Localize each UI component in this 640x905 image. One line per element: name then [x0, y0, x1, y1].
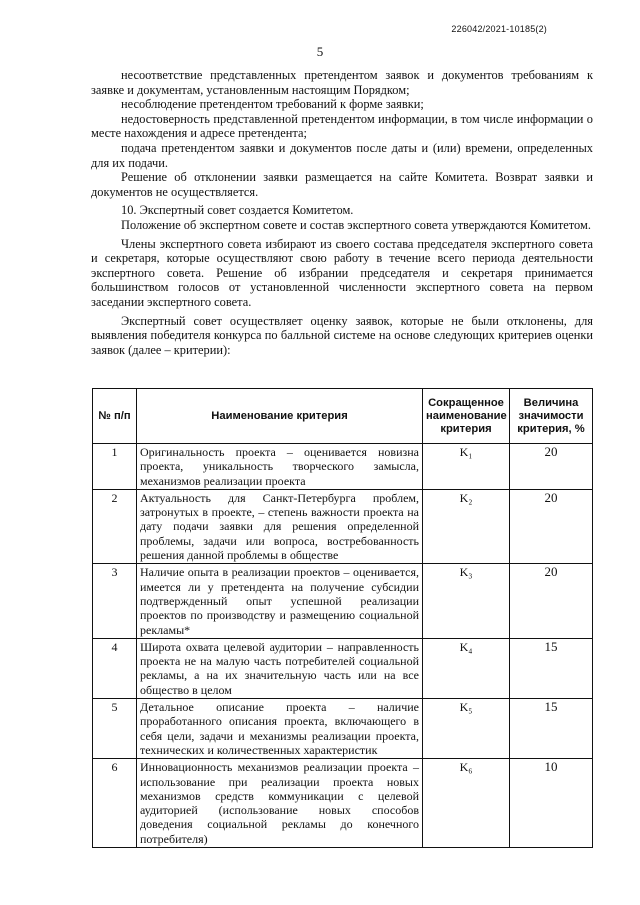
paragraph: подача претендентом заявки и документов после даты и (или) времени, определенных для их подачи.: [91, 140, 593, 170]
paragraph: Решение об отклонении заявки размещается на сайте Комитета. Возврат заявки и документов не осуществляется.: [91, 170, 593, 199]
row-num: 3: [93, 564, 137, 638]
row-name: Широта охвата целевой аудитории – направленность проекта не на малую часть потребителей социальной рекламы, а на их значительную часть или на все общество в целом: [137, 638, 423, 698]
row-weight: 15: [510, 638, 593, 698]
paragraph: 10. Экспертный совет создается Комитетом.: [121, 203, 354, 218]
row-num: 4: [93, 638, 137, 698]
row-weight: 15: [510, 699, 593, 759]
row-abbr: K₆: [423, 759, 510, 848]
header-num: № п/п: [93, 389, 137, 444]
row-weight: 20: [510, 489, 593, 563]
row-num: 6: [93, 759, 137, 848]
criteria-table: [92, 388, 593, 848]
row-name: Детальное описание проекта – наличие проработанного описания проекта, включающего в себя цели, задачи и механизмы реализации проекта, технических и количественных характеристик: [137, 699, 423, 759]
header-abbr: Сокращенное наименование критерия: [423, 389, 510, 444]
page-number: 5: [316, 44, 324, 59]
header-weight: Величина значимости критерия, %: [510, 389, 593, 444]
row-name: Актуальность для Санкт-Петербурга проблем, затронутых в проекте, – степень важности проекта на дату подачи заявки для решения определенной проблемы, задачи или вопроса, востребованность решения данной проблемы в обществе: [137, 489, 423, 563]
table-row: [93, 699, 593, 759]
paragraph: Экспертный совет осуществляет оценку заявок, которые не были отклонены, для выявления победителя конкурса по балльной системе на основе следующих критериев оценки заявок (далее – критерии):: [91, 313, 593, 357]
row-name: Оригинальность проекта – оценивается новизна проекта, уникальность творческого замысла, механизмов реализации проекта: [137, 444, 423, 490]
paragraph: Положение об экспертном совете и состав экспертного совета утверждаются Комитетом.: [121, 217, 591, 232]
table-row: [93, 564, 593, 638]
paragraph: несоответствие представленных претендентом заявок и документов требованиям к заявке и документам, установленным настоящим Порядком;: [91, 68, 593, 97]
row-num: 5: [93, 699, 137, 759]
paragraph: Члены экспертного совета избирают из своего состава председателя экспертного совета и секретаря, которые осуществляют свою работу в течение всего периода деятельности экспертного совета. Решение об избрании председателя и секретаря принимается большинством голосов от установленной численности экспертного совета на первом заседании экспертного совета.: [91, 236, 593, 309]
row-name: Наличие опыта в реализации проектов – оценивается, имеется ли у претендента на получение субсидии подтвержденный опыт успешной реализации проектов по производству и размещению социальной рекламы*: [137, 564, 423, 638]
row-num: 2: [93, 489, 137, 563]
row-weight: 10: [510, 759, 593, 848]
row-abbr: K₂: [423, 489, 510, 563]
row-num: 1: [93, 444, 137, 490]
table-row: [93, 638, 593, 698]
paragraph: недостоверность представленной претендентом информации, в том числе информации о месте нахождения и адресе претендента;: [91, 111, 593, 141]
table-header-row: [93, 389, 593, 444]
paragraph: несоблюдение претендентом требований к форме заявки;: [121, 97, 424, 112]
row-abbr: K₃: [423, 564, 510, 638]
table-row: [93, 489, 593, 563]
document-body: [91, 68, 593, 357]
row-name: Инновационность механизмов реализации проекта – использование при реализации проекта новых механизмов средств коммуникации с целевой аудиторией (использование новых способов доведения социальной рекламы до конечного потребителя): [137, 759, 423, 848]
row-abbr: K₁: [423, 444, 510, 490]
row-abbr: K₅: [423, 699, 510, 759]
row-weight: 20: [510, 444, 593, 490]
table-row: [93, 759, 593, 848]
row-abbr: K₄: [423, 638, 510, 698]
table-row: [93, 444, 593, 490]
row-weight: 20: [510, 564, 593, 638]
header-name: Наименование критерия: [137, 389, 423, 444]
document-id: 226042/2021-10185(2): [451, 24, 547, 34]
